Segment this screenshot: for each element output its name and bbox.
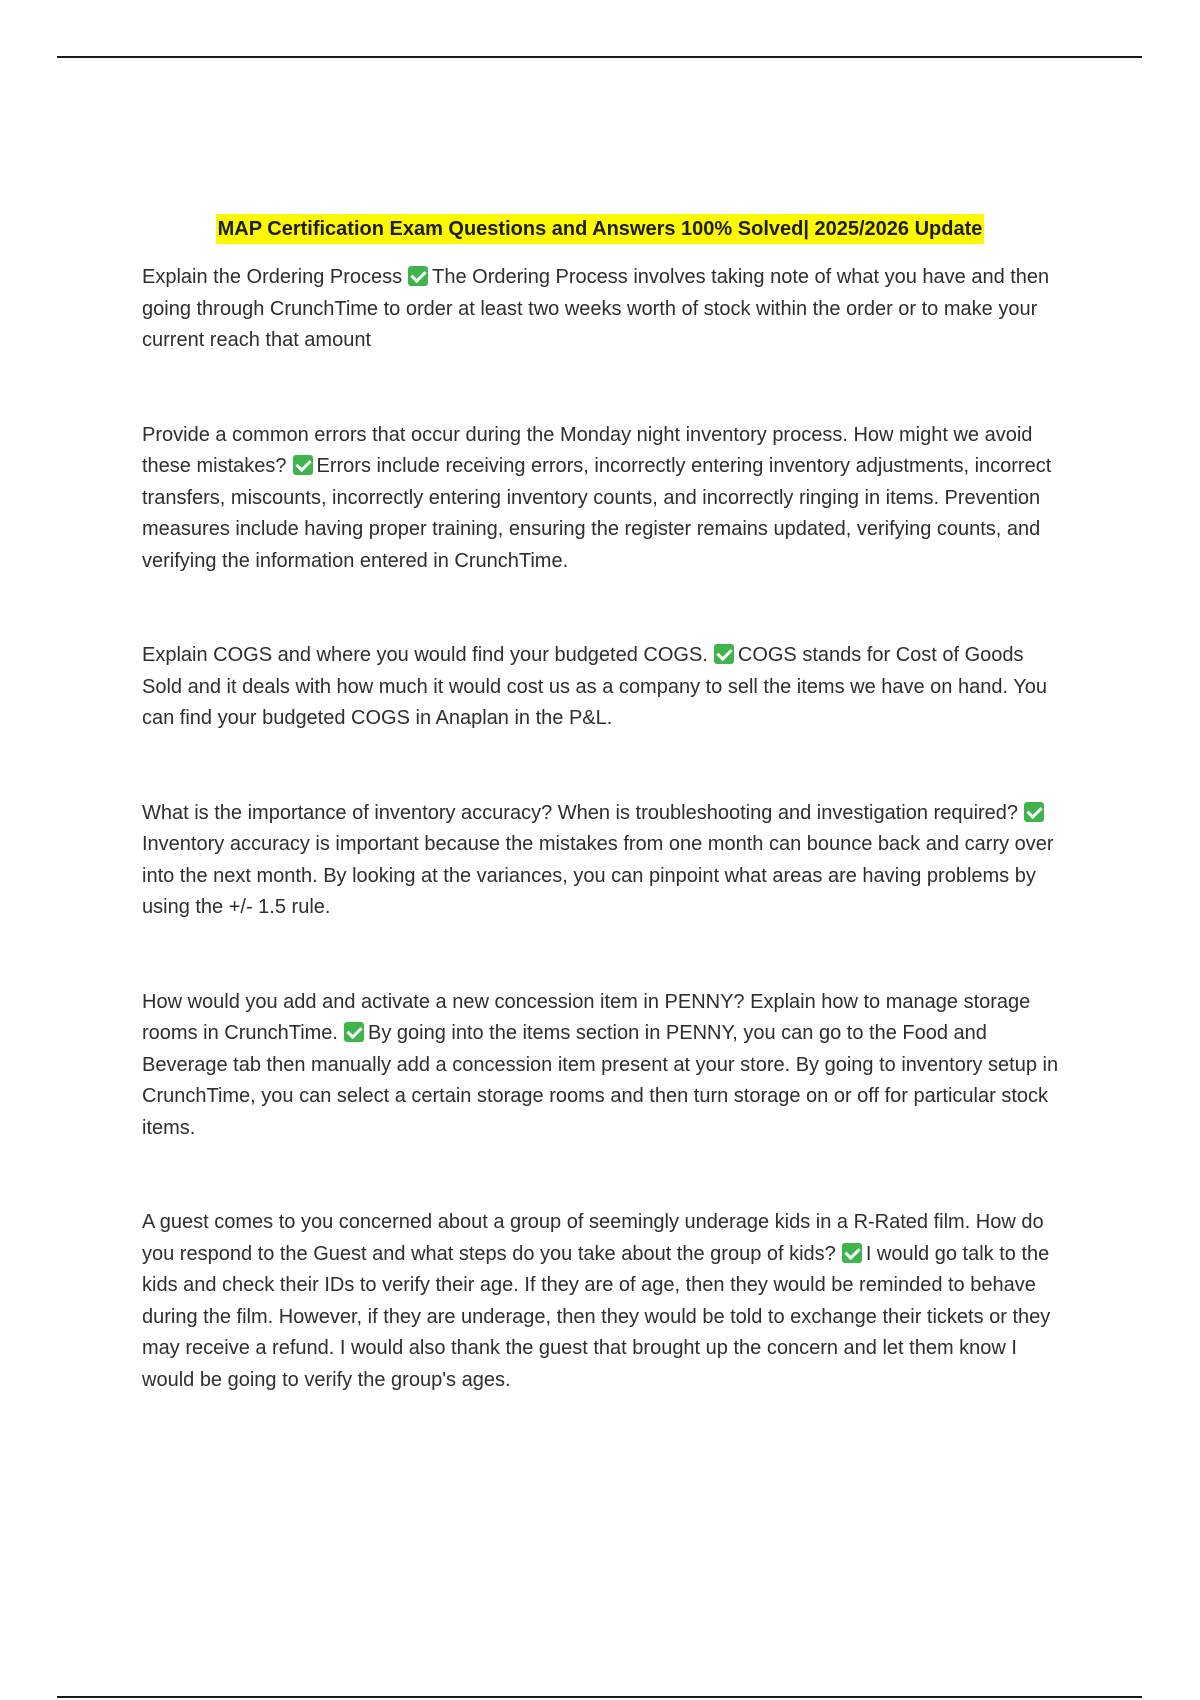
check-mark-icon	[293, 455, 313, 475]
check-mark-icon	[344, 1022, 364, 1042]
title-container	[0, 214, 1200, 244]
answer-text: Errors include receiving errors, incorrectly entering inventory adjustments, incorrect transfers, miscounts, incorrectly entering inventory counts, and incorrectly ringing in items. Prevention measures include having proper training, ensuring the register remains updated, verifying counts, and verifying the information entered in CrunchTime.	[142, 455, 1052, 572]
document-title: MAP Certification Exam Questions and Answers 100% Solved| 2025/2026 Update	[216, 214, 985, 244]
question-text: Provide a common errors that occur during the Monday night inventory process. How might we avoid these mistakes?	[142, 423, 1033, 477]
answer-text: By going into the items section in PENNY, you can go to the Food and Beverage tab then manually add a concession item present at your store. By going to inventory setup in CrunchTime, you can select a certain storage rooms and then turn storage on or off for particular stock items.	[142, 1022, 1059, 1139]
qa-item	[142, 640, 1062, 735]
answer-text: COGS stands for Cost of Goods Sold and it deals with how much it would cost us as a company to sell the items we have on hand. You can find your budgeted COGS in Anaplan in the P&L.	[142, 644, 1047, 729]
top-divider	[57, 56, 1142, 58]
answer-text: I would go talk to the kids and check their IDs to verify their age. If they are of age, then they would be reminded to behave during the film. However, if they are underage, then they would be told to exchange their tickets or they may receive a refund. I would also thank the guest that brought up the concern and let them know I would be going to verify the group's ages.	[142, 1242, 1051, 1391]
question-text: Explain COGS and where you would find your budgeted COGS.	[142, 644, 708, 666]
qa-item	[142, 798, 1062, 924]
question-text: What is the importance of inventory accuracy? When is troubleshooting and investigation required?	[142, 801, 1019, 824]
qa-item	[142, 420, 1062, 578]
bottom-divider	[57, 1696, 1142, 1698]
qa-item	[142, 262, 1062, 357]
qa-list	[142, 262, 1062, 1459]
qa-item	[142, 987, 1062, 1145]
answer-text: The Ordering Process involves taking note of what you have and then going through CrunchTime to order at least two weeks worth of stock within the order or to make your current reach that amount	[142, 266, 1050, 351]
qa-item	[142, 1207, 1062, 1396]
question-text: A guest comes to you concerned about a group of seemingly underage kids in a R-Rated film. How do you respond to the Guest and what steps do you take about the group of kids?	[142, 1211, 1044, 1265]
check-mark-icon	[842, 1243, 862, 1263]
answer-text: Inventory accuracy is important because the mistakes from one month can bounce back and carry over into the next month. By looking at the variances, you can pinpoint what areas are having problems by using the +/- 1.5 rule.	[142, 833, 1054, 918]
check-mark-icon	[1024, 802, 1044, 822]
question-text: Explain the Ordering Process	[142, 266, 403, 288]
check-mark-icon	[408, 266, 428, 286]
question-text: How would you add and activate a new concession item in PENNY? Explain how to manage storage rooms in CrunchTime.	[142, 990, 1031, 1044]
check-mark-icon	[714, 644, 734, 664]
